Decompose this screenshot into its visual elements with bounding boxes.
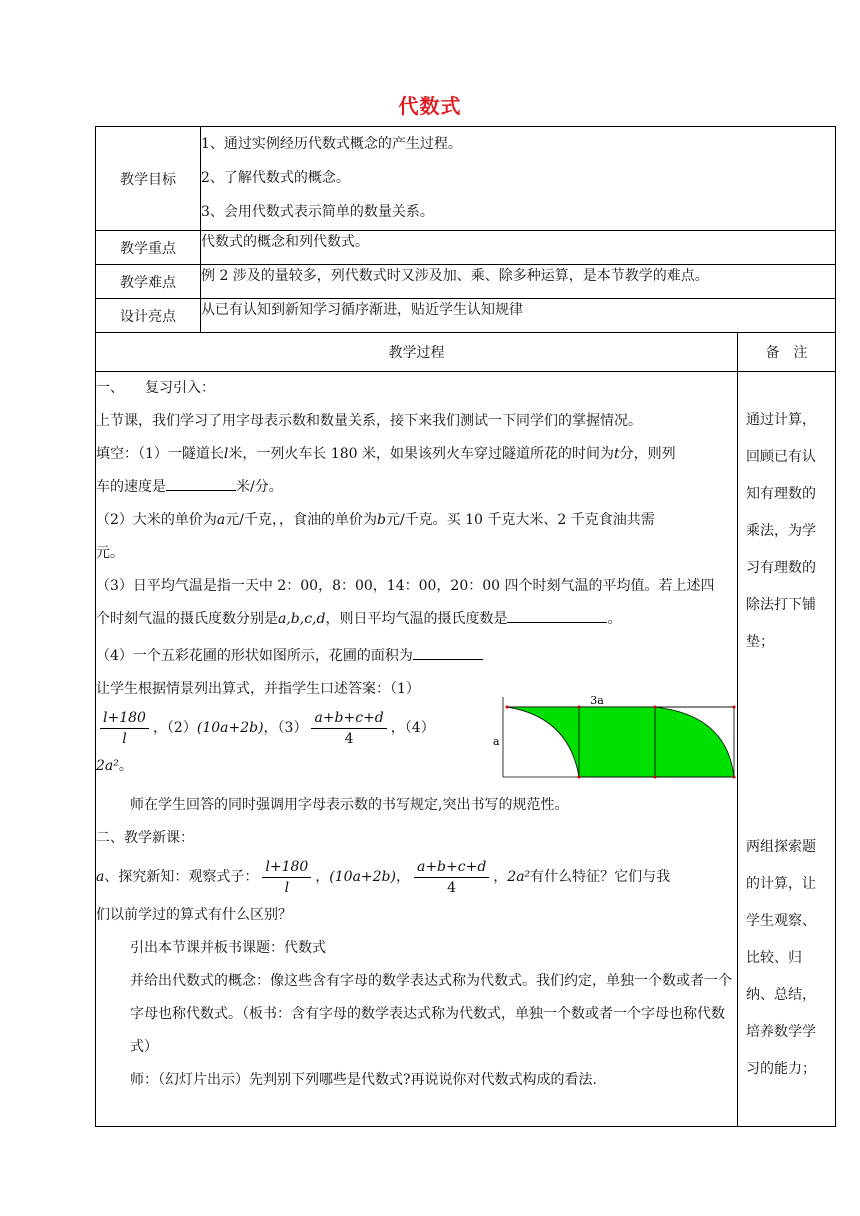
answer-line: $\frac{l+180}{l}$ ，（2）(10a+2b)，（3） $\frac{a+b+c+d}{4}$ ，（4） (96, 706, 737, 750)
topic-line: 引出本节课并板书课题：代数式 (130, 940, 326, 956)
key-content: 代数式的概念和列代数式。 (201, 231, 836, 265)
question-2: （2）大米的单价为a元/千克，，食油的单价为b元/千克。买 10 千克大米、2 千克食油共需 (96, 512, 655, 528)
goals-content (201, 127, 836, 231)
notes-column (738, 372, 836, 1127)
answer-blank (166, 476, 236, 491)
note-2: 两组探索题的计算，让学生观察、比较、归纳、总结，培养数学学习的能力； (746, 839, 816, 1077)
goal-item: 3、会用代数式表示简单的数量关系。 (201, 204, 434, 220)
slide-line: 师：（幻灯片出示）先判别下列哪些是代数式?再说说你对代数式构成的看法. (130, 1072, 597, 1088)
process-header: 教学过程 (96, 333, 738, 372)
goal-item: 1、通过实例经历代数式概念的产生过程。 (201, 136, 462, 152)
answer-blank (507, 608, 607, 623)
explore-line: a、探究新知：观察式子： $\frac{l+180}{l}$ ，(10a+2b)， $\frac{a+b+c+d}{4}$ ，2a²有什么特征？它们与我 (96, 858, 671, 896)
answer-blank (413, 645, 483, 660)
question-1-cont: 车的速度是 米/分。 (96, 471, 737, 504)
side-dimension-label: a (493, 735, 500, 748)
flower-bed-figure (489, 695, 739, 787)
section2-title: 二、教学新课： (96, 830, 194, 846)
top-dimension-label: 3a (590, 695, 604, 707)
lesson-plan-table (95, 126, 836, 1127)
concept-paragraph: 并给出代数式的概念：像这些含有字母的数学表达式称为代数式。我们约定，单独一个数或者一个字母也称代数式。（板书：含有字母的数学表达式称为代数式，单独一个数或者一个字母也称代数式） (130, 973, 732, 1055)
key-label: 教学重点 (96, 231, 201, 265)
highlight-label: 设计亮点 (96, 299, 201, 333)
fraction-1: $\frac{l+180}{l}$ (100, 708, 149, 749)
question-1: 填空：（1）一隧道长l米，一列火车长 180 米，如果该列火车穿过隧道所花的时间为t分，则列 (96, 446, 676, 462)
goal-item: 2、了解代数式的概念。 (201, 170, 350, 186)
question-2-cont: 元。 (96, 545, 124, 561)
question-4: （4）一个五彩花圃的形状如图所示，花圃的面积为 (96, 640, 737, 673)
flower-bed-area (507, 707, 734, 777)
intro-paragraph: 上节课，我们学习了用字母表示数和数量关系，接下来我们测试一下同学们的掌握情况。 (96, 413, 642, 429)
highlight-content: 从已有认知到新知学习循序渐进，贴近学生认知规律 (201, 299, 836, 333)
difficult-label: 教学难点 (96, 265, 201, 299)
process-content (96, 372, 738, 1127)
document-title: 代数式 (398, 94, 462, 118)
goals-label: 教学目标 (96, 127, 201, 231)
fraction-3b: $\frac{a+b+c+d}{4}$ (414, 857, 489, 898)
fraction-3: $\frac{a+b+c+d}{4}$ (311, 708, 386, 749)
question-3-cont: 个时刻气温的摄氏度数分别是a,b,c,d，则日平均气温的摄氏度数是 。 (96, 603, 737, 636)
notes-header: 备 注 (738, 333, 836, 372)
fraction-1b: $\frac{l+180}{l}$ (262, 857, 311, 898)
answer-intro: 让学生根据情景列出算式，并指学生口述答案：（1） (96, 681, 420, 697)
section1-title: 一、 复习引入： (96, 380, 215, 396)
note-1: 通过计算，回顾已有认知有理数的乘法，为学习有理数的除法打下铺垫； (746, 412, 816, 650)
explore-line-2: 们以前学过的算式有什么区别？ (96, 907, 292, 923)
teacher-note: 师在学生回答的同时强调用字母表示数的书写规定,突出书写的规范性。 (130, 797, 569, 813)
difficult-content: 例 2 涉及的量较多，列代数式时又涉及加、乘、除多种运算，是本节教学的难点。 (201, 265, 836, 299)
answer-4: 2a²。 (96, 758, 133, 774)
question-3: （3）日平均气温是指一天中 2：00，8：00，14：00，20：00 四个时刻气温的平均值。若上述四 (96, 578, 715, 594)
